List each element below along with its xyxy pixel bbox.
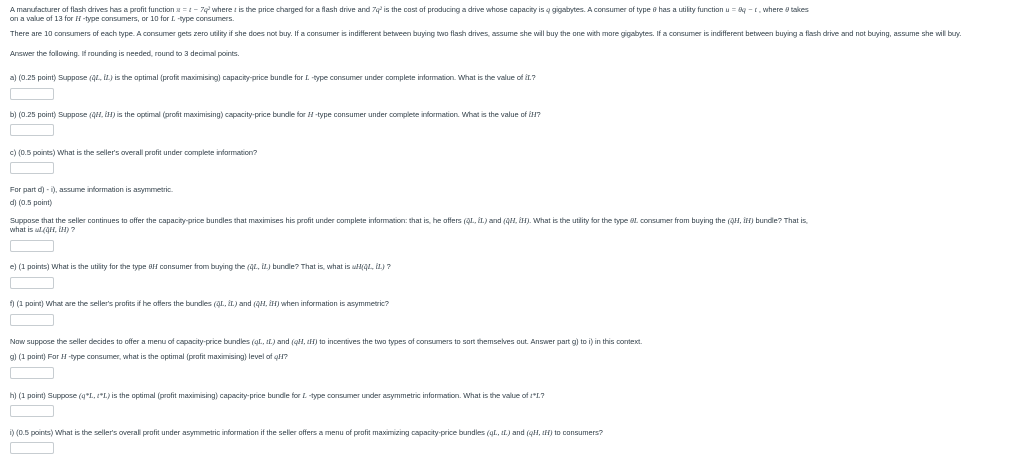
question-text: g) (1 point) For xyxy=(10,352,59,361)
answer-input-f[interactable] xyxy=(10,314,54,326)
capacity-symbol: qH xyxy=(274,352,284,361)
question-text: ? xyxy=(531,73,536,82)
question-text: e) (1 points) What is the utility for the type xyxy=(10,262,147,271)
l-symbol: L xyxy=(305,73,310,82)
question-c xyxy=(10,148,1014,157)
question-i xyxy=(10,428,1014,437)
question-text: -type consumer under complete information. What is the value of xyxy=(315,110,527,119)
price-symbol: t xyxy=(234,5,237,14)
menu-context xyxy=(10,337,1014,346)
asymmetric-note: For part d) - i), assume information is asymmetric. xyxy=(10,185,174,194)
question-text: h) (1 point) Suppose xyxy=(10,391,77,400)
intro-line-2 xyxy=(10,14,1014,23)
question-text: Suppose that the seller continues to offer the capacity-price bundles that maximises his profit under complete information: that is, he offers xyxy=(10,216,462,225)
intro-line-1 xyxy=(10,5,1014,14)
question-text: bundle? That is, what is xyxy=(272,262,351,271)
bundle-symbol: (q̂L, t̂L) xyxy=(247,262,271,271)
question-text: -type consumer under asymmetric information. What is the value of xyxy=(308,391,529,400)
answer-input-i[interactable] xyxy=(10,442,54,454)
question-b xyxy=(10,110,1014,119)
question-text: -type consumer, what is the optimal (profit maximising) level of xyxy=(68,352,273,361)
answer-input-d[interactable] xyxy=(10,240,54,252)
intro-text: takes xyxy=(791,5,809,14)
bundle-symbol: (q̂H, t̂H) xyxy=(253,299,280,308)
question-text: i) (0.5 points) What is the seller's overall profit under asymmetric information if the seller offers a menu of profit maximizing capacity-price bundles xyxy=(10,428,485,437)
utility-formula: u = θq − t xyxy=(725,5,757,14)
answer-input-c[interactable] xyxy=(10,162,54,174)
question-text: and xyxy=(488,216,502,225)
question-g xyxy=(10,352,1014,361)
bundle-symbol: (q̂L, t̂L) xyxy=(89,73,113,82)
context-text: Now suppose the seller decides to offer a menu of capacity-price bundles xyxy=(10,337,250,346)
instructions-line: Answer the following. If rounding is needed, round to 3 decimal points. xyxy=(10,49,240,58)
question-d xyxy=(10,216,1014,225)
intro-text: A manufacturer of flash drives has a profit function xyxy=(10,5,175,14)
l-symbol: L xyxy=(171,14,176,23)
question-text: ? xyxy=(540,391,545,400)
bundle-symbol: (q*L, t*L) xyxy=(79,391,110,400)
bundle-symbol: (qH, tH) xyxy=(526,428,553,437)
question-text: when information is asymmetric? xyxy=(281,299,389,308)
question-e xyxy=(10,262,1014,271)
intro-text: is the cost of producing a drive whose capacity is xyxy=(383,5,545,14)
price-symbol: t*L xyxy=(530,391,541,400)
question-text: what is xyxy=(10,225,34,234)
question-a xyxy=(10,73,1014,82)
question-d-line-2 xyxy=(10,225,1014,234)
intro-text: is the price charged for a flash drive and xyxy=(238,5,370,14)
bundle-symbol: (q̂H, t̂H) xyxy=(503,216,530,225)
question-text: ? xyxy=(70,225,76,234)
question-text: and xyxy=(512,428,525,437)
question-text: is the optimal (profit maximising) capacity-price bundle for xyxy=(117,110,306,119)
h-symbol: H xyxy=(307,110,314,119)
utility-symbol: uL(q̂H, t̂H) xyxy=(35,225,69,234)
intro-text: -type consumers. xyxy=(177,14,235,23)
bundle-symbol: (qL, tL) xyxy=(251,337,276,346)
bundle-symbol: (q̂H, t̂H) xyxy=(89,110,116,119)
theta-symbol: θ xyxy=(652,5,657,14)
intro-text: has a utility function xyxy=(658,5,724,14)
question-text: ? xyxy=(386,262,391,271)
price-symbol: t̂H xyxy=(528,110,537,119)
answer-input-h[interactable] xyxy=(10,405,54,417)
intro-text: -type consumers, or 10 for xyxy=(82,14,170,23)
bundle-symbol: (q̂L, t̂L) xyxy=(463,216,487,225)
question-d-heading: d) (0.5 point) xyxy=(10,198,52,207)
h-symbol: H xyxy=(75,14,81,23)
answer-input-b[interactable] xyxy=(10,124,54,136)
intro-text: where xyxy=(212,5,233,14)
question-text: is the optimal (profit maximising) capacity-price bundle for xyxy=(111,391,301,400)
theta-symbol: θH xyxy=(148,262,158,271)
intro-text: gigabytes. A consumer of type xyxy=(552,5,651,14)
question-text: ? xyxy=(283,352,288,361)
bundle-symbol: (q̂H, t̂H) xyxy=(727,216,754,225)
capacity-symbol: q xyxy=(546,5,551,14)
instructions xyxy=(10,49,1014,58)
consumers-paragraph: There are 10 consumers of each type. A consumer gets zero utility if she does not buy. If a consumer is indifferent between buying two flash drives, assume she will buy the one with more gigabytes. If a consumer is indifferent between buying a flash drive and not buying, assume she will buy. xyxy=(10,29,962,38)
context-text: and xyxy=(277,337,290,346)
bundle-symbol: (qH, tH) xyxy=(291,337,318,346)
question-text: is the optimal (profit maximising) capacity-price bundle for xyxy=(114,73,304,82)
question-text: ? xyxy=(536,110,541,119)
question-text: b) (0.25 point) Suppose xyxy=(10,110,88,119)
bundle-symbol: (qL, tL) xyxy=(486,428,511,437)
question-text: bundle? That is, xyxy=(755,216,808,225)
answer-input-e[interactable] xyxy=(10,277,54,289)
profit-formula: π = t − 7q² xyxy=(176,5,211,14)
question-text: . What is the utility for the type xyxy=(529,216,629,225)
question-text: c) (0.5 points) What is the seller's overall profit under complete information? xyxy=(10,148,258,157)
utility-symbol: uH(q̂L, t̂L) xyxy=(352,262,385,271)
price-symbol: t̂L xyxy=(525,73,532,82)
question-text: f) (1 point) What are the seller's profits if he offers the bundles xyxy=(10,299,212,308)
theta-symbol: θ xyxy=(785,5,789,14)
l-symbol: L xyxy=(302,391,307,400)
question-text: consumer from buying the xyxy=(159,262,246,271)
bundle-symbol: (q̂L, t̂L) xyxy=(213,299,238,308)
question-text: a) (0.25 point) Suppose xyxy=(10,73,88,82)
answer-input-a[interactable] xyxy=(10,88,54,100)
question-h xyxy=(10,391,1014,400)
cost-formula: 7q² xyxy=(372,5,382,14)
context-text: to incentives the two types of consumers to sort themselves out. Answer part g) to i) in this context. xyxy=(319,337,643,346)
question-text: and xyxy=(239,299,252,308)
intro-text: on a value of 13 for xyxy=(10,14,74,23)
question-text: consumer from buying the xyxy=(640,216,726,225)
question-text: -type consumer under complete information. What is the value of xyxy=(311,73,524,82)
intro-text: , where xyxy=(758,5,784,14)
question-text: to consumers? xyxy=(554,428,603,437)
h-symbol: H xyxy=(60,352,67,361)
answer-input-g[interactable] xyxy=(10,367,54,379)
theta-symbol: θL xyxy=(630,216,639,225)
question-f xyxy=(10,299,1014,308)
